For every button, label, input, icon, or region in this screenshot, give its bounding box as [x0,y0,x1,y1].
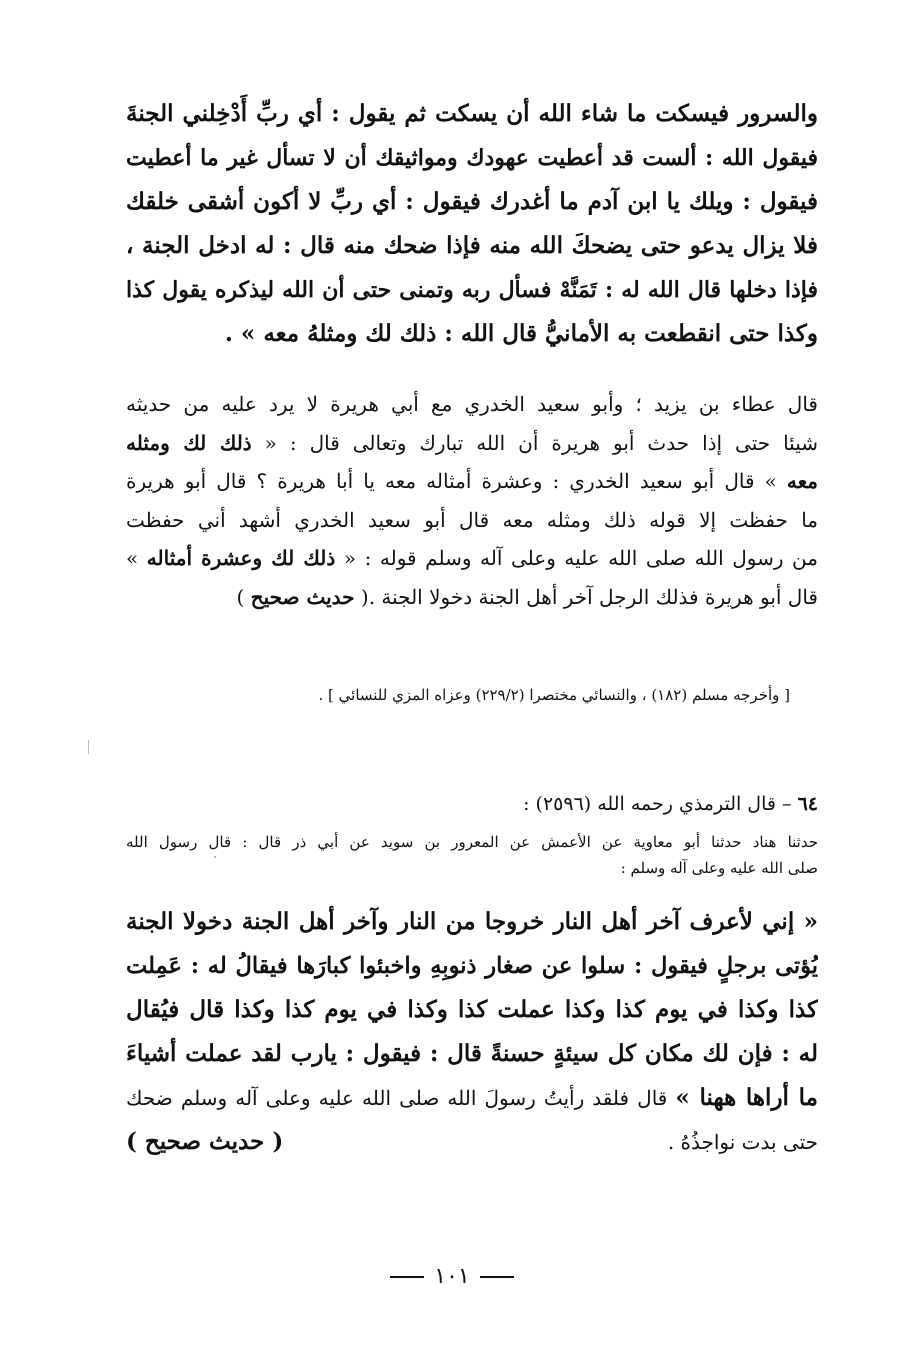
text-line [126,578,818,617]
text-line [126,424,818,463]
page-number [0,1264,904,1289]
text-line [126,1076,818,1120]
text-segment: شيئا حتى إذا حدث أبو هريرة أن الله تبارك وتعالى قال : « [251,430,818,455]
grade-label: ( حديث صحيح ) [126,1128,284,1155]
text-line: يُؤتى برجلٍ فيقول : سلوا عن صغار ذنوبِهِ واخبئوا كبارَها فيقالُ له : عَمِلت [126,953,818,979]
hadith-text [126,900,818,1164]
scan-mark [214,856,216,858]
quoted-bold-text: ما أراها ههنا » [675,1084,818,1111]
text-line [126,539,818,578]
text-line: وكذا حتى انقطعت به الأمانيُّ قال الله : ذلك لك ومثلهُ معه » . [224,320,818,347]
text-line: كذا وكذا في يوم كذا وكذا عملت كذا وكذا في يوم كذا وكذا قال فيُقال [126,996,818,1023]
text-segment: حتى بدت نواجذُهُ . [667,1130,818,1154]
text-segment: » [126,546,147,570]
text-line [126,1120,818,1164]
text-segment: من رسول الله صلى الله عليه وعلى آله وسلم قوله : « [335,546,818,570]
narration-paragraph [126,385,818,616]
quoted-bold-text: معه [786,469,818,493]
text-segment: قال فلقد رأيتُ رسولَ الله صلى الله عليه وعلى آله وسلم ضحك [126,1086,676,1110]
text-line: ما حفظت إلا قوله ذلك ومثله معه قال أبو سعيد الخدري أشهد أني حفظت [126,507,818,532]
hadith-number: ٦٤ [797,793,818,815]
text-segment: ) [236,584,251,609]
text-line: فلا يزال يدعو حتى يضحكَ الله منه فإذا ضحك منه قال : له ادخل الجنة ، [126,232,818,259]
text-line: فإذا دخلها قال الله له : تَمَنَّهْ فسأل ربه وتمنى حتى أن الله ليذكره يقول كذا [126,277,818,303]
text-line [126,462,818,501]
reference-text: [ وأخرجه مسلم (١٨٢) ، والنسائي مختصرا (٢٢٩/٢) وعزاه المزي للنسائي ] . [318,686,790,704]
dash-divider [480,1276,514,1278]
isnad-paragraph [126,829,818,881]
text-line: له : فإن لك مكان كل سيئةٍ حسنةً قال : فيقول : يارب لقد عملت أشياءَ [126,1040,818,1067]
quoted-bold-text: ذلك لك ومثله [126,430,252,455]
dash-divider [390,1276,424,1278]
text-line: فيقول : ويلك يا ابن آدم ما أغدرك فيقول : أي ربِّ لا أكون أشقى خلقك [126,188,818,215]
text-line: حدثنا هناد حدثنا أبو معاوية عن الأعمش عن المعرور بن سويد عن أبي ذر قال : قال رسول الله [126,833,818,851]
hadith-heading [126,789,818,819]
text-line: والسرور فيسكت ما شاء الله أن يسكت ثم يقول : أي ربِّ أَدْخِلني الجنةَ [126,100,818,127]
text-line: فيقول الله : ألست قد أعطيت عهودك ومواثيقك أن لا تسأل غير ما أعطيت [126,145,818,171]
text-line: صلى الله عليه وعلى آله وسلم : [620,859,818,877]
text-line: قال عطاء بن يزيد ؛ وأبو سعيد الخدري مع أبي هريرة لا يرد عليه من حديثه [126,392,818,416]
grade-label: حديث صحيح [250,584,355,609]
text-line: « إني لأعرف آخر أهل النار خروجا من النار وآخر أهل الجنة دخولا الجنة [126,908,818,935]
text-segment: » قال أبو سعيد الخدري : وعشرة أمثاله معه يا أبا هريرة ؟ قال أبو هريرة [126,469,787,493]
scan-mark [88,740,89,754]
quoted-bold-text: ذلك لك وعشرة أمثاله [146,546,336,570]
hadith-text-continued [126,92,818,356]
text-segment: قال أبو هريرة فذلك الرجل آخر أهل الجنة دخولا الجنة .( [354,584,818,609]
page-number-text: ١٠١ [434,1264,470,1289]
reference-note [126,682,818,708]
heading-line [126,789,818,819]
heading-text: – قال الترمذي رحمه الله (٢٥٩٦) : [523,793,798,815]
